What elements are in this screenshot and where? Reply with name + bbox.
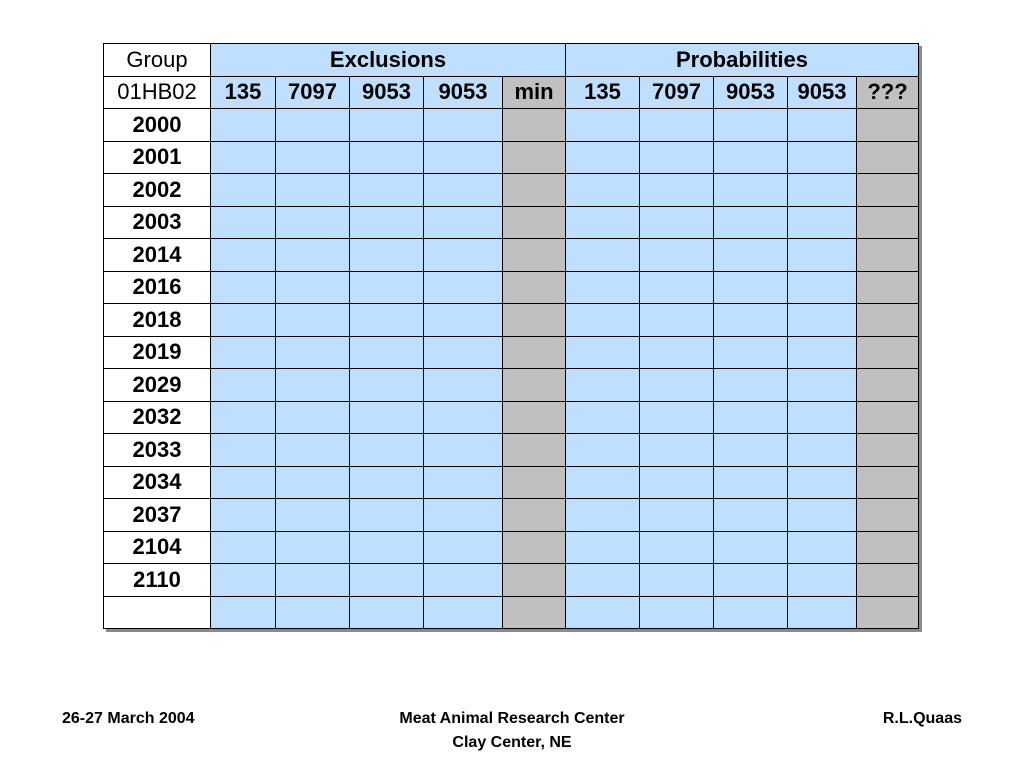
table-row: [104, 271, 919, 304]
year-cell: 2033: [104, 434, 211, 467]
value-cell: [640, 109, 714, 142]
value-cell: [424, 434, 503, 467]
value-cell: [350, 304, 424, 337]
value-cell: [788, 336, 857, 369]
year-cell: 2000: [104, 109, 211, 142]
footer-venue-line2: Clay Center, NE: [452, 734, 572, 751]
value-cell: [350, 499, 424, 532]
summary-cell: [503, 434, 566, 467]
value-cell: [788, 109, 857, 142]
value-cell: [566, 499, 640, 532]
value-cell: [276, 401, 350, 434]
summary-cell: [857, 596, 919, 629]
value-cell: [566, 239, 640, 272]
value-cell: [714, 174, 788, 207]
value-cell: [566, 109, 640, 142]
value-cell: [566, 369, 640, 402]
value-cell: [566, 141, 640, 174]
value-cell: [276, 141, 350, 174]
table-row: [104, 206, 919, 239]
value-cell: [788, 239, 857, 272]
value-cell: [350, 596, 424, 629]
exclusion-col-header: 7097: [276, 76, 350, 109]
value-cell: [350, 109, 424, 142]
value-cell: [788, 206, 857, 239]
value-cell: [211, 596, 276, 629]
table-row: [104, 499, 919, 532]
footer-venue: [312, 707, 712, 755]
value-cell: [276, 239, 350, 272]
summary-cell: [857, 499, 919, 532]
header-row-1: [104, 44, 919, 77]
value-cell: [211, 499, 276, 532]
value-cell: [276, 109, 350, 142]
value-cell: [714, 466, 788, 499]
value-cell: [640, 401, 714, 434]
value-cell: [276, 434, 350, 467]
value-cell: [566, 174, 640, 207]
table-row: [104, 531, 919, 564]
value-cell: [566, 564, 640, 597]
value-cell: [424, 401, 503, 434]
summary-cell: [857, 531, 919, 564]
value-cell: [276, 174, 350, 207]
summary-cell: [857, 564, 919, 597]
value-cell: [640, 499, 714, 532]
summary-cell: [857, 109, 919, 142]
value-cell: [566, 434, 640, 467]
value-cell: [788, 596, 857, 629]
probability-col-header: 135: [566, 76, 640, 109]
value-cell: [424, 304, 503, 337]
value-cell: [788, 564, 857, 597]
value-cell: [211, 304, 276, 337]
value-cell: [211, 434, 276, 467]
table-row: [104, 109, 919, 142]
value-cell: [276, 596, 350, 629]
value-cell: [211, 109, 276, 142]
probability-unknown-header: ???: [857, 76, 919, 109]
value-cell: [424, 531, 503, 564]
value-cell: [788, 304, 857, 337]
year-cell: 2034: [104, 466, 211, 499]
value-cell: [276, 466, 350, 499]
summary-cell: [503, 271, 566, 304]
value-cell: [788, 141, 857, 174]
value-cell: [566, 304, 640, 337]
value-cell: [714, 434, 788, 467]
value-cell: [276, 206, 350, 239]
summary-cell: [857, 174, 919, 207]
value-cell: [350, 336, 424, 369]
summary-cell: [857, 206, 919, 239]
value-cell: [640, 304, 714, 337]
exclusion-col-header: 135: [211, 76, 276, 109]
value-cell: [350, 369, 424, 402]
year-cell: 2029: [104, 369, 211, 402]
year-cell: 2032: [104, 401, 211, 434]
summary-cell: [503, 304, 566, 337]
value-cell: [276, 304, 350, 337]
summary-cell: [503, 109, 566, 142]
value-cell: [424, 596, 503, 629]
summary-cell: [857, 466, 919, 499]
value-cell: [424, 369, 503, 402]
value-cell: [714, 596, 788, 629]
summary-cell: [503, 206, 566, 239]
value-cell: [211, 401, 276, 434]
table-container: [103, 43, 919, 629]
value-cell: [788, 531, 857, 564]
summary-cell: [857, 434, 919, 467]
exclusion-col-header: 9053: [424, 76, 503, 109]
value-cell: [566, 206, 640, 239]
value-cell: [566, 531, 640, 564]
probability-col-header: 9053: [714, 76, 788, 109]
year-cell: 2110: [104, 564, 211, 597]
value-cell: [714, 206, 788, 239]
exclusion-probability-table: [103, 43, 919, 629]
summary-cell: [503, 466, 566, 499]
year-cell: 2018: [104, 304, 211, 337]
value-cell: [211, 466, 276, 499]
probability-col-header: 9053: [788, 76, 857, 109]
value-cell: [714, 336, 788, 369]
summary-cell: [857, 401, 919, 434]
exclusion-min-header: min: [503, 76, 566, 109]
year-cell: 2037: [104, 499, 211, 532]
value-cell: [788, 271, 857, 304]
value-cell: [640, 206, 714, 239]
table-row: [104, 141, 919, 174]
value-cell: [640, 564, 714, 597]
value-cell: [714, 499, 788, 532]
value-cell: [424, 564, 503, 597]
summary-cell: [503, 336, 566, 369]
footer-date: 26-27 March 2004: [62, 710, 195, 727]
table-row: [104, 596, 919, 629]
value-cell: [424, 271, 503, 304]
value-cell: [788, 434, 857, 467]
value-cell: [424, 466, 503, 499]
table-row: [104, 174, 919, 207]
summary-cell: [857, 239, 919, 272]
summary-cell: [857, 271, 919, 304]
table-row: [104, 564, 919, 597]
header-row-2: [104, 76, 919, 109]
value-cell: [211, 206, 276, 239]
value-cell: [350, 141, 424, 174]
value-cell: [714, 401, 788, 434]
summary-cell: [503, 174, 566, 207]
table-row: [104, 401, 919, 434]
value-cell: [714, 564, 788, 597]
value-cell: [276, 369, 350, 402]
value-cell: [788, 499, 857, 532]
value-cell: [566, 401, 640, 434]
value-cell: [276, 531, 350, 564]
value-cell: [276, 336, 350, 369]
summary-cell: [857, 336, 919, 369]
value-cell: [640, 369, 714, 402]
value-cell: [640, 531, 714, 564]
value-cell: [640, 336, 714, 369]
value-cell: [211, 336, 276, 369]
value-cell: [640, 434, 714, 467]
value-cell: [276, 564, 350, 597]
value-cell: [211, 239, 276, 272]
year-cell: 2003: [104, 206, 211, 239]
value-cell: [424, 336, 503, 369]
value-cell: [714, 271, 788, 304]
summary-cell: [503, 141, 566, 174]
value-cell: [640, 466, 714, 499]
table-row: [104, 239, 919, 272]
table-row: [104, 369, 919, 402]
value-cell: [350, 206, 424, 239]
value-cell: [276, 499, 350, 532]
summary-cell: [503, 531, 566, 564]
year-cell: [104, 596, 211, 629]
value-cell: [424, 499, 503, 532]
footer-author: R.L.Quaas: [882, 710, 962, 727]
value-cell: [788, 401, 857, 434]
value-cell: [424, 239, 503, 272]
value-cell: [714, 531, 788, 564]
value-cell: [350, 239, 424, 272]
value-cell: [350, 174, 424, 207]
probability-col-header: 7097: [640, 76, 714, 109]
summary-cell: [503, 596, 566, 629]
value-cell: [350, 564, 424, 597]
value-cell: [350, 466, 424, 499]
table-row: [104, 304, 919, 337]
value-cell: [566, 466, 640, 499]
summary-cell: [503, 564, 566, 597]
year-cell: 2019: [104, 336, 211, 369]
table-row: [104, 434, 919, 467]
value-cell: [276, 271, 350, 304]
value-cell: [788, 174, 857, 207]
value-cell: [350, 271, 424, 304]
exclusion-col-header: 9053: [350, 76, 424, 109]
value-cell: [640, 271, 714, 304]
summary-cell: [857, 141, 919, 174]
value-cell: [350, 434, 424, 467]
value-cell: [640, 174, 714, 207]
value-cell: [640, 141, 714, 174]
exclusions-header: Exclusions: [211, 44, 566, 77]
value-cell: [424, 109, 503, 142]
year-cell: 2104: [104, 531, 211, 564]
year-cell: 2014: [104, 239, 211, 272]
value-cell: [424, 174, 503, 207]
summary-cell: [857, 369, 919, 402]
group-header: Group: [104, 44, 211, 77]
value-cell: [424, 141, 503, 174]
year-cell: 2001: [104, 141, 211, 174]
footer-venue-line1: Meat Animal Research Center: [399, 710, 625, 727]
table-row: [104, 466, 919, 499]
value-cell: [350, 531, 424, 564]
value-cell: [640, 239, 714, 272]
value-cell: [211, 369, 276, 402]
group-id-cell: 01HB02: [104, 76, 211, 109]
value-cell: [566, 271, 640, 304]
value-cell: [640, 596, 714, 629]
value-cell: [566, 596, 640, 629]
value-cell: [211, 564, 276, 597]
year-cell: 2002: [104, 174, 211, 207]
value-cell: [211, 531, 276, 564]
value-cell: [211, 141, 276, 174]
value-cell: [566, 336, 640, 369]
table-row: [104, 336, 919, 369]
summary-cell: [503, 499, 566, 532]
summary-cell: [503, 401, 566, 434]
value-cell: [788, 466, 857, 499]
value-cell: [211, 271, 276, 304]
value-cell: [714, 369, 788, 402]
value-cell: [714, 304, 788, 337]
summary-cell: [503, 239, 566, 272]
value-cell: [424, 206, 503, 239]
value-cell: [350, 401, 424, 434]
summary-cell: [857, 304, 919, 337]
probabilities-header: Probabilities: [566, 44, 919, 77]
value-cell: [714, 141, 788, 174]
value-cell: [714, 239, 788, 272]
value-cell: [714, 109, 788, 142]
value-cell: [211, 174, 276, 207]
value-cell: [788, 369, 857, 402]
summary-cell: [503, 369, 566, 402]
year-cell: 2016: [104, 271, 211, 304]
